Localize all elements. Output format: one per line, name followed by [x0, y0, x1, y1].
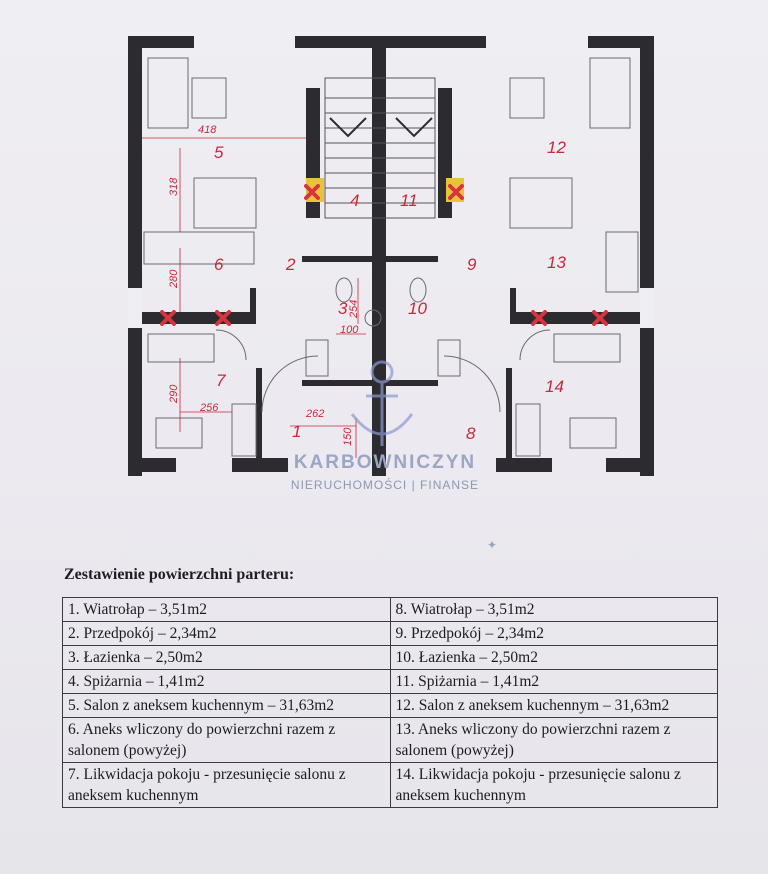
room-number: 10 — [408, 299, 427, 318]
table-cell: 7. Likwidacja pokoju - przesunięcie salonu z aneksem kuchennym — [63, 763, 391, 808]
room-number: 4 — [350, 191, 360, 210]
room-number: 3 — [338, 299, 348, 318]
floor-plan — [120, 18, 660, 480]
dimension-label: 280 — [168, 269, 180, 288]
table-cell: 12. Salon z aneksem kuchennym – 31,63m2 — [390, 694, 718, 718]
table-cell: 10. Łazienka – 2,50m2 — [390, 646, 718, 670]
table-cell: 14. Likwidacja pokoju - przesunięcie salonu z aneksem kuchennym — [390, 763, 718, 808]
table-row — [63, 694, 718, 718]
table-cell: 6. Aneks wliczony do powierzchni razem z salonem (powyżej) — [63, 718, 391, 763]
room-number: 9 — [467, 255, 477, 274]
room-number: 2 — [286, 255, 296, 274]
dimension-label: 256 — [200, 402, 219, 414]
table-row — [63, 646, 718, 670]
sparkle-icon: ✦ — [487, 538, 498, 552]
room-number: 5 — [214, 143, 224, 162]
dimension-label: 318 — [168, 177, 180, 196]
table-row — [63, 718, 718, 763]
dimension-label: 290 — [168, 384, 180, 403]
table-row — [63, 670, 718, 694]
room-number: 14 — [545, 377, 564, 396]
brand-watermark — [240, 452, 530, 492]
brand-name: KARBOWNICZYN — [293, 452, 477, 473]
summary-heading: Zestawienie powierzchni parteru: — [64, 566, 295, 583]
table-row — [63, 598, 718, 622]
dimension-label: 100 — [340, 324, 359, 336]
room-number: 6 — [214, 255, 224, 274]
table-cell: 3. Łazienka – 2,50m2 — [63, 646, 391, 670]
room-number: 13 — [547, 253, 566, 272]
table-cell: 2. Przedpokój – 2,34m2 — [63, 622, 391, 646]
dimension-label: 150 — [342, 427, 354, 446]
room-number: 8 — [466, 424, 476, 443]
table-cell: 5. Salon z aneksem kuchennym – 31,63m2 — [63, 694, 391, 718]
room-number: 12 — [547, 138, 566, 157]
table-cell: 4. Spiżarnia – 1,41m2 — [63, 670, 391, 694]
dimension-label: 418 — [198, 124, 217, 136]
table-row — [63, 622, 718, 646]
table-cell: 13. Aneks wliczony do powierzchni razem z salonem (powyżej) — [390, 718, 718, 763]
table-cell: 1. Wiatrołap – 3,51m2 — [63, 598, 391, 622]
room-number: 7 — [216, 371, 226, 390]
table-row — [63, 763, 718, 808]
table-cell: 11. Spiżarnia – 1,41m2 — [390, 670, 718, 694]
table-cell: 8. Wiatrołap – 3,51m2 — [390, 598, 718, 622]
dimension-label: 254 — [348, 299, 360, 318]
table-cell: 9. Przedpokój – 2,34m2 — [390, 622, 718, 646]
dimension-label: 262 — [306, 408, 325, 420]
room-number: 1 — [292, 422, 302, 441]
brand-tagline: NIERUCHOMOŚCI | FINANSE — [290, 478, 480, 492]
area-summary-table — [62, 597, 718, 808]
room-number: 11 — [400, 191, 418, 210]
